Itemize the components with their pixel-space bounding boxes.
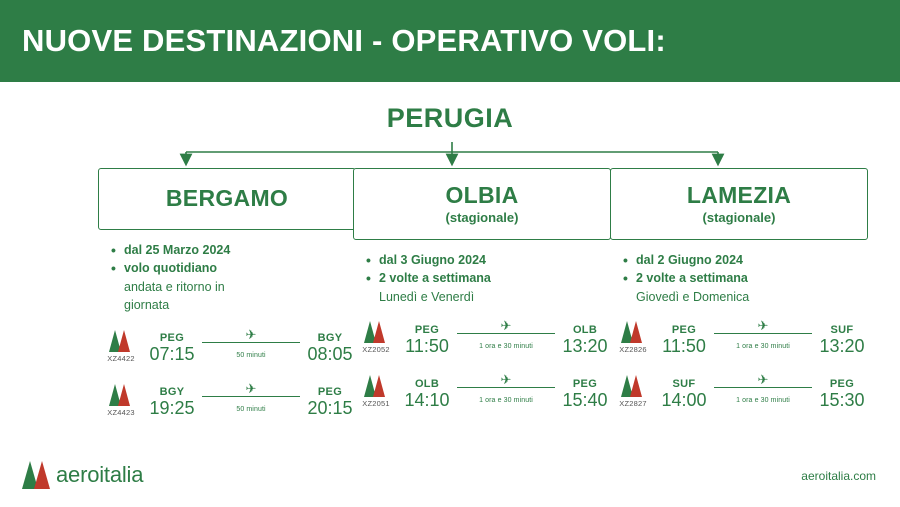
airplane-icon: ✈ <box>245 326 257 342</box>
departure-airport-code: PEG <box>671 323 697 336</box>
destination-name: BERGAMO <box>165 185 289 212</box>
flight-duration: 1 ora e 30 minuti <box>736 397 790 405</box>
departure-endpoint <box>658 324 710 357</box>
header-divider <box>0 82 900 90</box>
departure-airport-code: SUF <box>672 377 696 390</box>
destination-details-lamezia <box>610 252 868 306</box>
flight-row <box>610 370 868 414</box>
destination-box-bergamo[interactable] <box>98 168 356 230</box>
flight-duration: 1 ora e 30 minuti <box>479 397 533 405</box>
arrival-endpoint <box>304 332 356 365</box>
aeroitalia-logo-icon <box>109 330 133 352</box>
arrival-airport-code: OLB <box>572 323 598 336</box>
arrival-endpoint <box>559 378 611 411</box>
flight-segment <box>399 319 611 356</box>
aeroitalia-logo-icon <box>621 375 645 397</box>
destination-details-bergamo <box>98 242 356 314</box>
destination-column-lamezia <box>610 168 868 424</box>
departure-time: 11:50 <box>405 335 449 356</box>
arrival-airport-code: PEG <box>317 385 343 398</box>
airplane-icon: ✈ <box>757 372 769 388</box>
airline-logo-cell <box>98 384 144 417</box>
list-item: Giovedì e Domenica <box>636 289 750 304</box>
duration-line <box>457 333 555 353</box>
departure-time: 11:50 <box>662 335 706 356</box>
arrival-time: 13:20 <box>819 335 865 356</box>
flight-segment <box>144 382 356 419</box>
destination-column-bergamo <box>98 168 356 432</box>
list-item: • 2 volte a settimana <box>379 270 611 287</box>
flight-list-olbia <box>353 316 611 414</box>
arrival-airport-code: PEG <box>829 377 855 390</box>
aeroitalia-logo-icon <box>364 375 388 397</box>
airline-logo-cell <box>610 375 656 408</box>
departure-endpoint <box>146 386 198 419</box>
flight-number: XZ4423 <box>107 407 135 417</box>
flight-segment <box>399 373 611 410</box>
duration-line <box>457 387 555 407</box>
aeroitalia-logo-icon <box>621 321 645 343</box>
airplane-icon: ✈ <box>500 318 512 334</box>
duration-line <box>714 333 812 353</box>
airline-logo-cell <box>353 375 399 408</box>
destination-column-olbia <box>353 168 611 424</box>
flight-segment <box>656 373 868 410</box>
duration-line <box>202 396 300 416</box>
list-item: • volo quotidiano <box>124 260 356 277</box>
flight-duration-group <box>710 319 816 356</box>
arrival-endpoint <box>816 324 868 357</box>
arrival-airport-code: PEG <box>572 377 598 390</box>
flight-row <box>98 324 356 368</box>
destination-box-lamezia[interactable] <box>610 168 868 240</box>
departure-endpoint <box>658 378 710 411</box>
flight-number: XZ2827 <box>619 399 647 409</box>
footer-brand-logo <box>22 461 143 489</box>
flight-segment <box>656 319 868 356</box>
flight-number: XZ2051 <box>362 399 390 409</box>
list-item: • dal 25 Marzo 2024 <box>124 242 356 259</box>
flight-list-lamezia <box>610 316 868 414</box>
flight-list-bergamo <box>98 324 356 422</box>
departure-airport-code: OLB <box>414 377 440 390</box>
airline-logo-cell <box>353 321 399 354</box>
arrival-time: 15:40 <box>562 389 608 410</box>
arrival-time: 20:15 <box>307 397 353 418</box>
flight-row <box>353 316 611 360</box>
departure-time: 19:25 <box>149 397 195 418</box>
flight-segment <box>144 328 356 365</box>
list-item: • dal 2 Giugno 2024 <box>636 252 868 269</box>
airplane-icon: ✈ <box>500 372 512 388</box>
flight-duration: 1 ora e 30 minuti <box>479 343 533 351</box>
arrival-airport-code: SUF <box>830 323 854 336</box>
duration-line <box>202 342 300 362</box>
airline-logo-cell <box>610 321 656 354</box>
list-item: • 2 volte a settimana <box>636 270 868 287</box>
departure-time: 07:15 <box>149 343 195 364</box>
aeroitalia-logo-icon <box>109 384 133 406</box>
flight-duration-group <box>453 319 559 356</box>
arrival-endpoint <box>304 386 356 419</box>
flight-duration: 1 ora e 30 minuti <box>736 343 790 351</box>
departure-endpoint <box>401 324 453 357</box>
website-url: aeroitalia.com <box>801 469 876 483</box>
arrival-endpoint <box>816 378 868 411</box>
departure-airport-code: PEG <box>159 331 185 344</box>
flight-row <box>353 370 611 414</box>
destination-subtitle: (stagionale) <box>445 210 519 226</box>
destination-columns <box>0 168 900 458</box>
departure-time: 14:00 <box>661 389 707 410</box>
destination-name: LAMEZIA <box>686 181 792 208</box>
airline-logo-cell <box>98 330 144 363</box>
arrival-time: 08:05 <box>307 343 353 364</box>
root-node-perugia: PERUGIA <box>386 103 514 133</box>
arrival-airport-code: BGY <box>317 331 343 344</box>
aeroitalia-logo-icon <box>22 461 52 489</box>
flight-duration-group <box>710 373 816 410</box>
departure-airport-code: PEG <box>414 323 440 336</box>
destination-details-olbia <box>353 252 611 306</box>
list-item: giornata <box>124 297 170 312</box>
departure-airport-code: BGY <box>159 385 185 398</box>
list-item: Lunedì e Venerdì <box>379 289 475 304</box>
flight-number: XZ2826 <box>619 345 647 355</box>
list-item: andata e ritorno in <box>124 279 225 294</box>
airplane-icon: ✈ <box>245 380 257 396</box>
flight-row <box>610 316 868 360</box>
aeroitalia-logo-icon <box>364 321 388 343</box>
arrival-time: 13:20 <box>562 335 608 356</box>
destination-subtitle: (stagionale) <box>702 210 776 226</box>
flight-number: XZ2052 <box>362 345 390 355</box>
arrival-endpoint <box>559 324 611 357</box>
flight-row <box>98 378 356 422</box>
flight-duration: 50 minuti <box>236 351 266 359</box>
header-banner <box>0 0 900 82</box>
destination-name: OLBIA <box>445 181 519 208</box>
page-title: NUOVE DESTINAZIONI - OPERATIVO VOLI: <box>22 23 666 58</box>
arrival-time: 15:30 <box>819 389 865 410</box>
departure-endpoint <box>401 378 453 411</box>
flight-duration-group <box>198 328 304 365</box>
airplane-icon: ✈ <box>757 318 769 334</box>
departure-time: 14:10 <box>404 389 450 410</box>
destination-box-olbia[interactable] <box>353 168 611 240</box>
flight-duration-group <box>198 382 304 419</box>
departure-endpoint <box>146 332 198 365</box>
flight-duration-group <box>453 373 559 410</box>
brand-wordmark: aeroitalia <box>56 462 144 487</box>
duration-line <box>714 387 812 407</box>
flight-duration: 50 minuti <box>236 405 266 413</box>
list-item: • dal 3 Giugno 2024 <box>379 252 611 269</box>
flight-number: XZ4422 <box>107 353 135 363</box>
